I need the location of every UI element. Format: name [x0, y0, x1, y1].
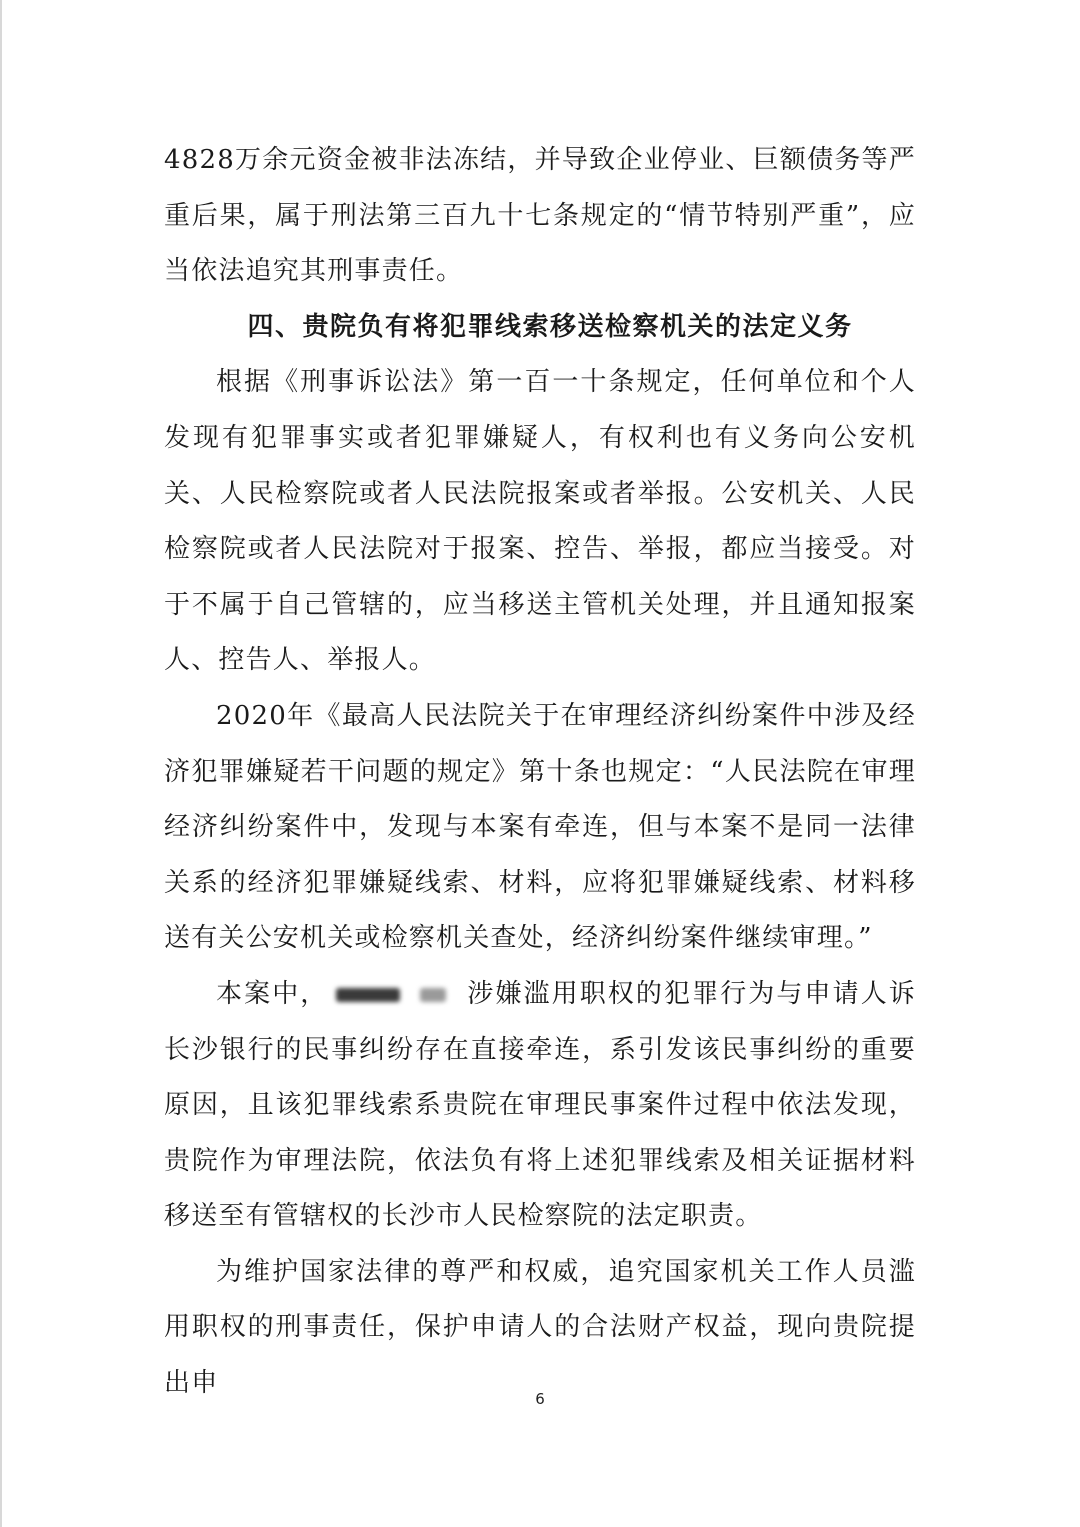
- paragraph-criminal-procedure-law: 根据《刑事诉讼法》第一百一十条规定，任何单位和个人发现有犯罪事实或者犯罪嫌疑人，有权利也有义务向公安机关、人民检察院或者人民法院报案或者举报。公安机关、人民检察院或者人民法院对于报案、控告、举报，都应当接受。对于不属于自己管辖的，应当移送主管机关处理，并且通知报案人、控告人、举报人。: [164, 367, 916, 676]
- paragraph-request: 为维护国家法律的尊严和权威，追究国家机关工作人员滥用职权的刑事责任，保护申请人的合法财产权益，现向贵院提出申: [164, 1256, 916, 1399]
- section-heading: 四、贵院负有将犯罪线索移送检察机关的法定义务: [247, 311, 853, 342]
- redacted-name-block: [336, 988, 400, 1002]
- paragraph-continuation: 4828万余元资金被非法冻结，并导致企业停业、巨额债务等严重后果，属于刑法第三百九十七条规定的“情节特别严重”，应当依法追究其刑事责任。: [164, 145, 916, 287]
- document-body: [164, 133, 916, 1412]
- paragraph-this-case-text: 涉嫌滥用职权的犯罪行为与申请人诉长沙银行的民事纠纷存在直接牵连，系引发该民事纠纷的重要原因，且该犯罪线索系贵院在审理民事案件过程中依法发现，贵院作为审理法院，依法负有将上述犯罪线索及相关证据材料移送至有管辖权的长沙市人民检察院的法定职责。: [164, 978, 916, 1232]
- paragraph-this-case: [164, 967, 916, 1245]
- scan-edge: [0, 0, 2, 1527]
- page-number: 6: [535, 1390, 545, 1408]
- paragraph-this-case-prefix: 本案中，: [216, 978, 329, 1009]
- paragraph-supreme-court-rule: 2020年《最高人民法院关于在审理经济纠纷案件中涉及经济犯罪嫌疑若干问题的规定》第十条也规定：“人民法院在审理经济纠纷案件中，发现与本案有牵连，但与本案不是同一法律关系的经济犯罪嫌疑线索、材料，应将犯罪嫌疑线索、材料移送有关公安机关或检察机关查处，经济纠纷案件继续审理。”: [164, 700, 916, 954]
- redacted-name-block-2: [420, 988, 446, 1002]
